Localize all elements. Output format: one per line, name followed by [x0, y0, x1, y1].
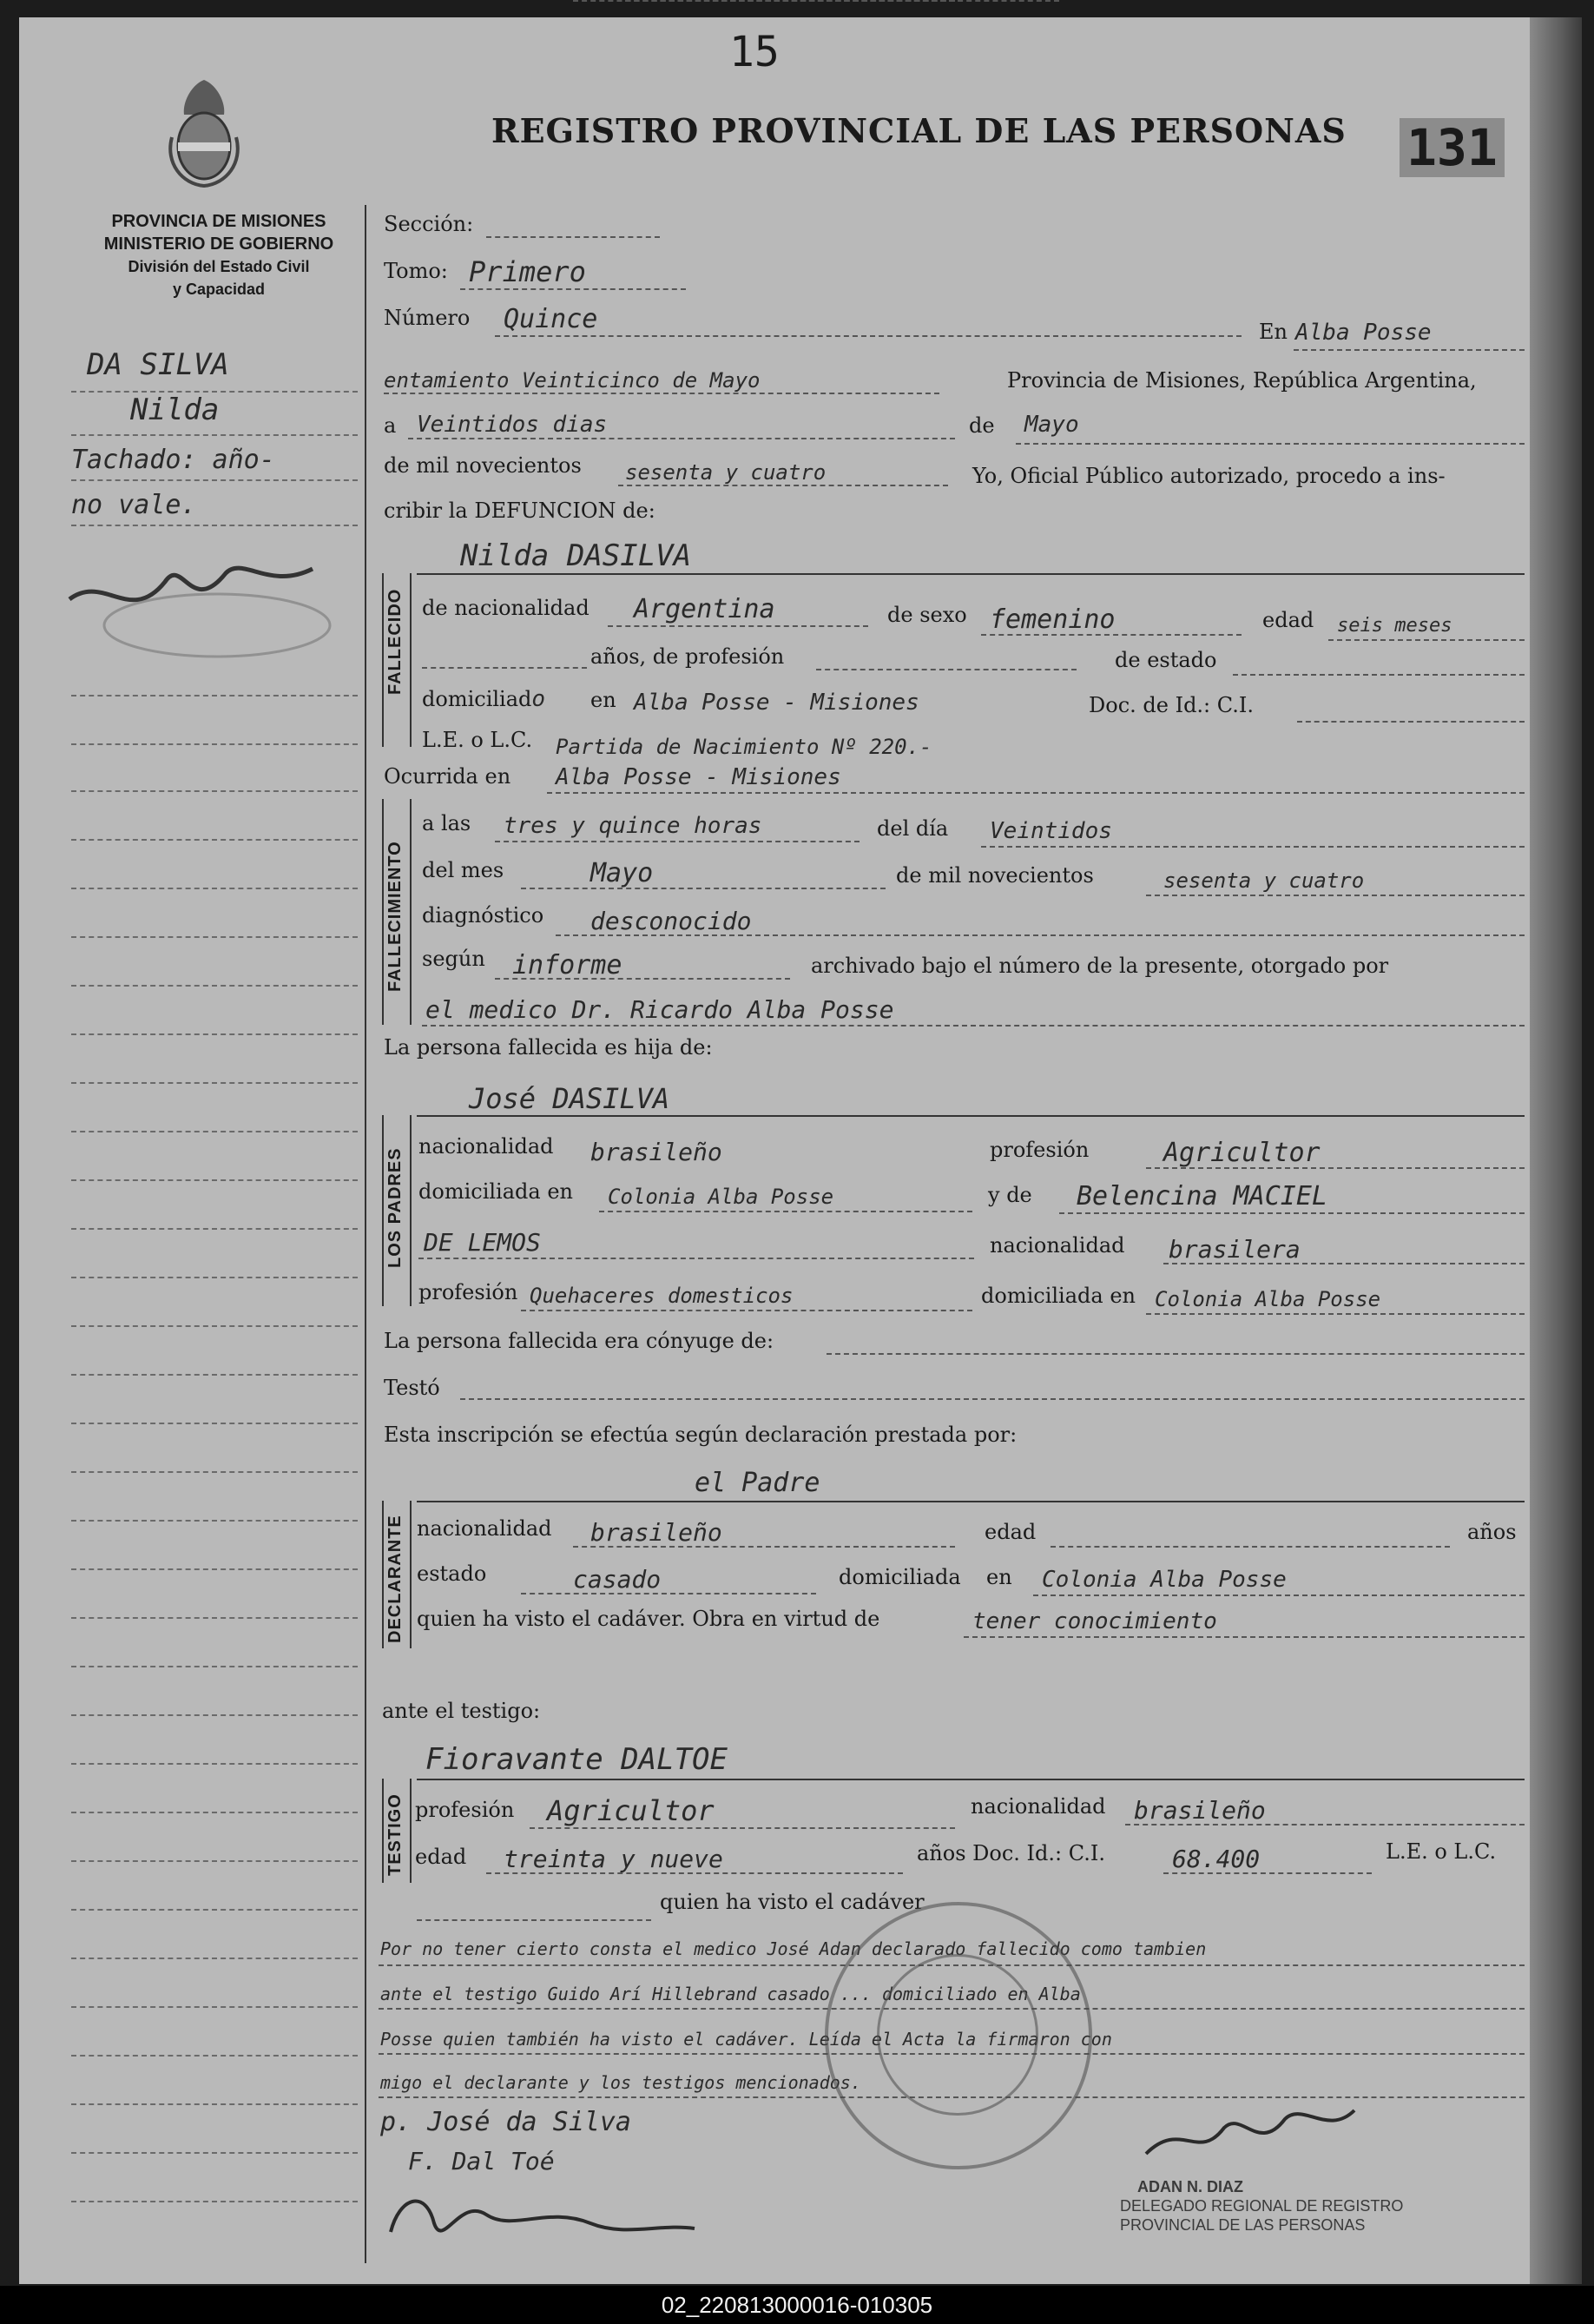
page-number: 15 [729, 28, 780, 76]
section-declarante: DECLARANTE [385, 1515, 405, 1643]
fallecido-le-label: L.E. o L.C. [422, 728, 533, 752]
a-las-label: a las [422, 811, 471, 835]
declarante-virtud: tener conocimiento [972, 1608, 1217, 1634]
testigo-profesion: Agricultor [547, 1794, 715, 1827]
seccion-label: Sección: [384, 212, 474, 236]
fallecido-en-label: en [590, 688, 616, 712]
fallecido-nacionalidad-label: de nacionalidad [422, 596, 590, 620]
section-fallecimiento: FALLECIMIENTO [385, 841, 405, 992]
fallecido-nacionalidad: Argentina [634, 594, 775, 624]
padre-nombre: José DASILVA [469, 1082, 670, 1115]
official-seal-inner [877, 1954, 1038, 2116]
declarante-edad-label: edad [985, 1520, 1037, 1544]
dia-value: Veintidos dias [417, 412, 608, 438]
hora-value: tres y quince horas [504, 813, 762, 839]
archivado-text: archivado bajo el número de la presente, otorgado por [811, 954, 1389, 978]
ocurrida-value: Alba Posse - Misiones [556, 764, 841, 790]
fallecido-edad: seis meses [1337, 615, 1452, 637]
testigo-nacionalidad-label: nacionalidad [971, 1794, 1106, 1819]
note-line-3: Posse quien también ha visto el cadáver. Leída el Acta la firmaron con [380, 2029, 1112, 2050]
anio-fallecimiento-label: de mil novecientos [896, 863, 1094, 888]
fallecido-domicilio-label: domiciliad [422, 687, 532, 711]
margin-note-surname: DA SILVA [87, 347, 229, 382]
declarante-domiciliada-label: domiciliada [839, 1565, 961, 1589]
document-title: REGISTRO PROVINCIAL DE LAS PERSONAS [491, 111, 1347, 150]
mes-value: Mayo [1024, 412, 1079, 438]
stamp-title: DELEGADO REGIONAL DE REGISTRO [1120, 2197, 1404, 2215]
header-capacity: y Capacidad [172, 281, 266, 298]
declarante-nacionalidad: brasileño [590, 1518, 722, 1547]
testo-label: Testó [384, 1376, 440, 1400]
testigo-anios-doc-label: años Doc. Id.: C.I. [917, 1841, 1105, 1865]
testigo-ci: 68.400 [1172, 1845, 1261, 1873]
padre-nacionalidad: brasileño [590, 1138, 722, 1166]
madre-nacionalidad-label: nacionalidad [990, 1233, 1125, 1258]
declarante-en-label: en [986, 1565, 1012, 1589]
declarante-estado: casado [573, 1565, 662, 1594]
fallecido-domicilio-suffix: o [531, 686, 546, 712]
declarante-nacionalidad-label: nacionalidad [417, 1516, 552, 1541]
fallecido-anios-label: años, de profesión [590, 644, 785, 669]
fallecido-edad-label: edad [1262, 608, 1314, 632]
margin-note-name: Nilda [130, 393, 220, 427]
official-signature [1129, 2084, 1389, 2192]
diagnostico-value: desconocido [590, 907, 752, 935]
stamp-name: ADAN N. DIAZ [1137, 2178, 1243, 2195]
note-line-2: ante el testigo Guido Arí Hillebrand casado ... domiciliado en Alba [380, 1984, 1081, 2004]
record-number: 131 [1400, 118, 1505, 177]
fallecido-le-value: Partida de Nacimiento Nº 220.- [556, 735, 932, 759]
testigo-le-label: L.E. o L.C. [1386, 1839, 1497, 1864]
testigo-edad: treinta y nueve [504, 1845, 723, 1873]
margin-signature [52, 521, 365, 672]
provincia-text: Provincia de Misiones, República Argentina, [1007, 368, 1477, 393]
del-dia-label: del día [877, 816, 949, 841]
header-ministry: MINISTERIO DE GOBIERNO [103, 234, 334, 254]
declarante-anios-label: años [1467, 1520, 1517, 1544]
note-line-4: migo el declarante y los testigos mencionados. [380, 2072, 861, 2093]
declarante-domicilio: Colonia Alba Posse [1042, 1567, 1287, 1593]
anio-fallecimiento: sesenta y cuatro [1163, 868, 1365, 893]
section-fallecido: FALLECIDO [385, 588, 405, 695]
header-province: PROVINCIA DE MISIONES [111, 212, 326, 231]
madre-domicilio-label: domiciliada en [981, 1284, 1136, 1308]
signature-declarante: p. José da Silva [380, 2107, 631, 2137]
declarante-nombre: el Padre [695, 1468, 820, 1498]
a-label: a [384, 413, 397, 438]
madre-profesion-label: profesión [418, 1280, 518, 1304]
inscripcion-label: Esta inscripción se efectúa según declaración prestada por: [384, 1423, 1018, 1447]
coat-of-arms-icon [165, 76, 243, 193]
stamp-office: PROVINCIAL DE LAS PERSONAS [1120, 2216, 1366, 2234]
padre-domicilio: Colonia Alba Posse [608, 1185, 834, 1209]
fallecido-doc-label: Doc. de Id.: C.I. [1089, 693, 1255, 717]
margin-note-correction: Tachado: año- [71, 445, 275, 475]
place-value: entamiento Veinticinco de Mayo [384, 368, 761, 393]
tomo-value: Primero [469, 255, 586, 288]
padre-profesion: Agricultor [1163, 1138, 1321, 1168]
numero-value: Quince [504, 304, 598, 334]
y-de-label: y de [988, 1183, 1032, 1207]
note-line-1: Por no tener cierto consta el medico José Adan declarado fallecido como tambien [380, 1938, 1207, 1959]
en-value: Alba Posse [1295, 320, 1432, 346]
dia-fallecimiento: Veintidos [990, 818, 1112, 844]
del-mes-label: del mes [422, 858, 504, 882]
declarante-visto-text: quien ha visto el cadáver. Obra en virtud de [417, 1607, 880, 1631]
mes-fallecimiento: Mayo [590, 858, 654, 888]
column-divider [365, 205, 366, 2263]
testigo-nacionalidad: brasileño [1134, 1796, 1266, 1825]
section-padres: LOS PADRES [385, 1147, 405, 1268]
testigo-edad-label: edad [415, 1845, 467, 1869]
segun-label: según [422, 947, 485, 971]
fallecido-sexo: femenino [990, 604, 1116, 635]
de-label: de [969, 413, 995, 438]
book-spine [1530, 17, 1582, 2284]
tomo-label: Tomo: [384, 259, 448, 283]
declarante-estado-label: estado [417, 1561, 487, 1586]
fallecido-nombre: Nilda DASILVA [460, 538, 692, 573]
padre-nacionalidad-label: nacionalidad [418, 1134, 554, 1159]
conyuge-label: La persona fallecida era cónyuge de: [384, 1329, 774, 1353]
hija-label: La persona fallecida es hija de: [384, 1035, 713, 1060]
testigo-profesion-label: profesión [415, 1798, 515, 1822]
oficial-text: Yo, Oficial Público autorizado, procedo a ins- [972, 464, 1446, 488]
header-division: División del Estado Civil [128, 258, 310, 275]
madre-domicilio: Colonia Alba Posse [1155, 1287, 1381, 1311]
madre-nombre-1: Belencina MACIEL [1077, 1181, 1327, 1212]
padre-profesion-label: profesión [990, 1138, 1090, 1162]
madre-nombre-2: DE LEMOS [424, 1228, 541, 1257]
madre-profesion: Quehaceres domesticos [530, 1284, 794, 1308]
cribir-text: cribir la DEFUNCION de: [384, 498, 655, 523]
diagnostico-label: diagnóstico [422, 903, 544, 928]
image-identifier: 02_220813000016-010305 [0, 2286, 1594, 2324]
segun-value: informe [512, 950, 622, 980]
en-label: En [1259, 320, 1288, 344]
ocurrida-label: Ocurrida en [384, 764, 511, 789]
section-testigo: TESTIGO [385, 1793, 405, 1876]
ante-testigo-label: ante el testigo: [382, 1699, 541, 1723]
fallecido-estado-label: de estado [1115, 648, 1217, 672]
testigo-nombre: Fioravante DALTOE [425, 1742, 728, 1777]
bottom-left-signature [373, 2162, 721, 2261]
anio-label: de mil novecientos [384, 453, 582, 478]
fallecido-sexo-label: de sexo [887, 603, 967, 627]
madre-nacionalidad: brasilera [1169, 1235, 1301, 1264]
margin-note-invalid: no vale. [71, 490, 197, 520]
medico-value: el medico Dr. Ricardo Alba Posse [425, 995, 894, 1024]
fallecido-domicilio: Alba Posse - Misiones [634, 690, 919, 716]
signature-testigo: F. Dal Toé [408, 2147, 555, 2175]
institution-header [71, 210, 366, 300]
testigo-visto-text: quien ha visto el cadáver [660, 1890, 925, 1914]
anio-value: sesenta y cuatro [625, 460, 827, 485]
padre-domicilio-label: domiciliada en [418, 1179, 573, 1204]
numero-label: Número [384, 306, 471, 330]
